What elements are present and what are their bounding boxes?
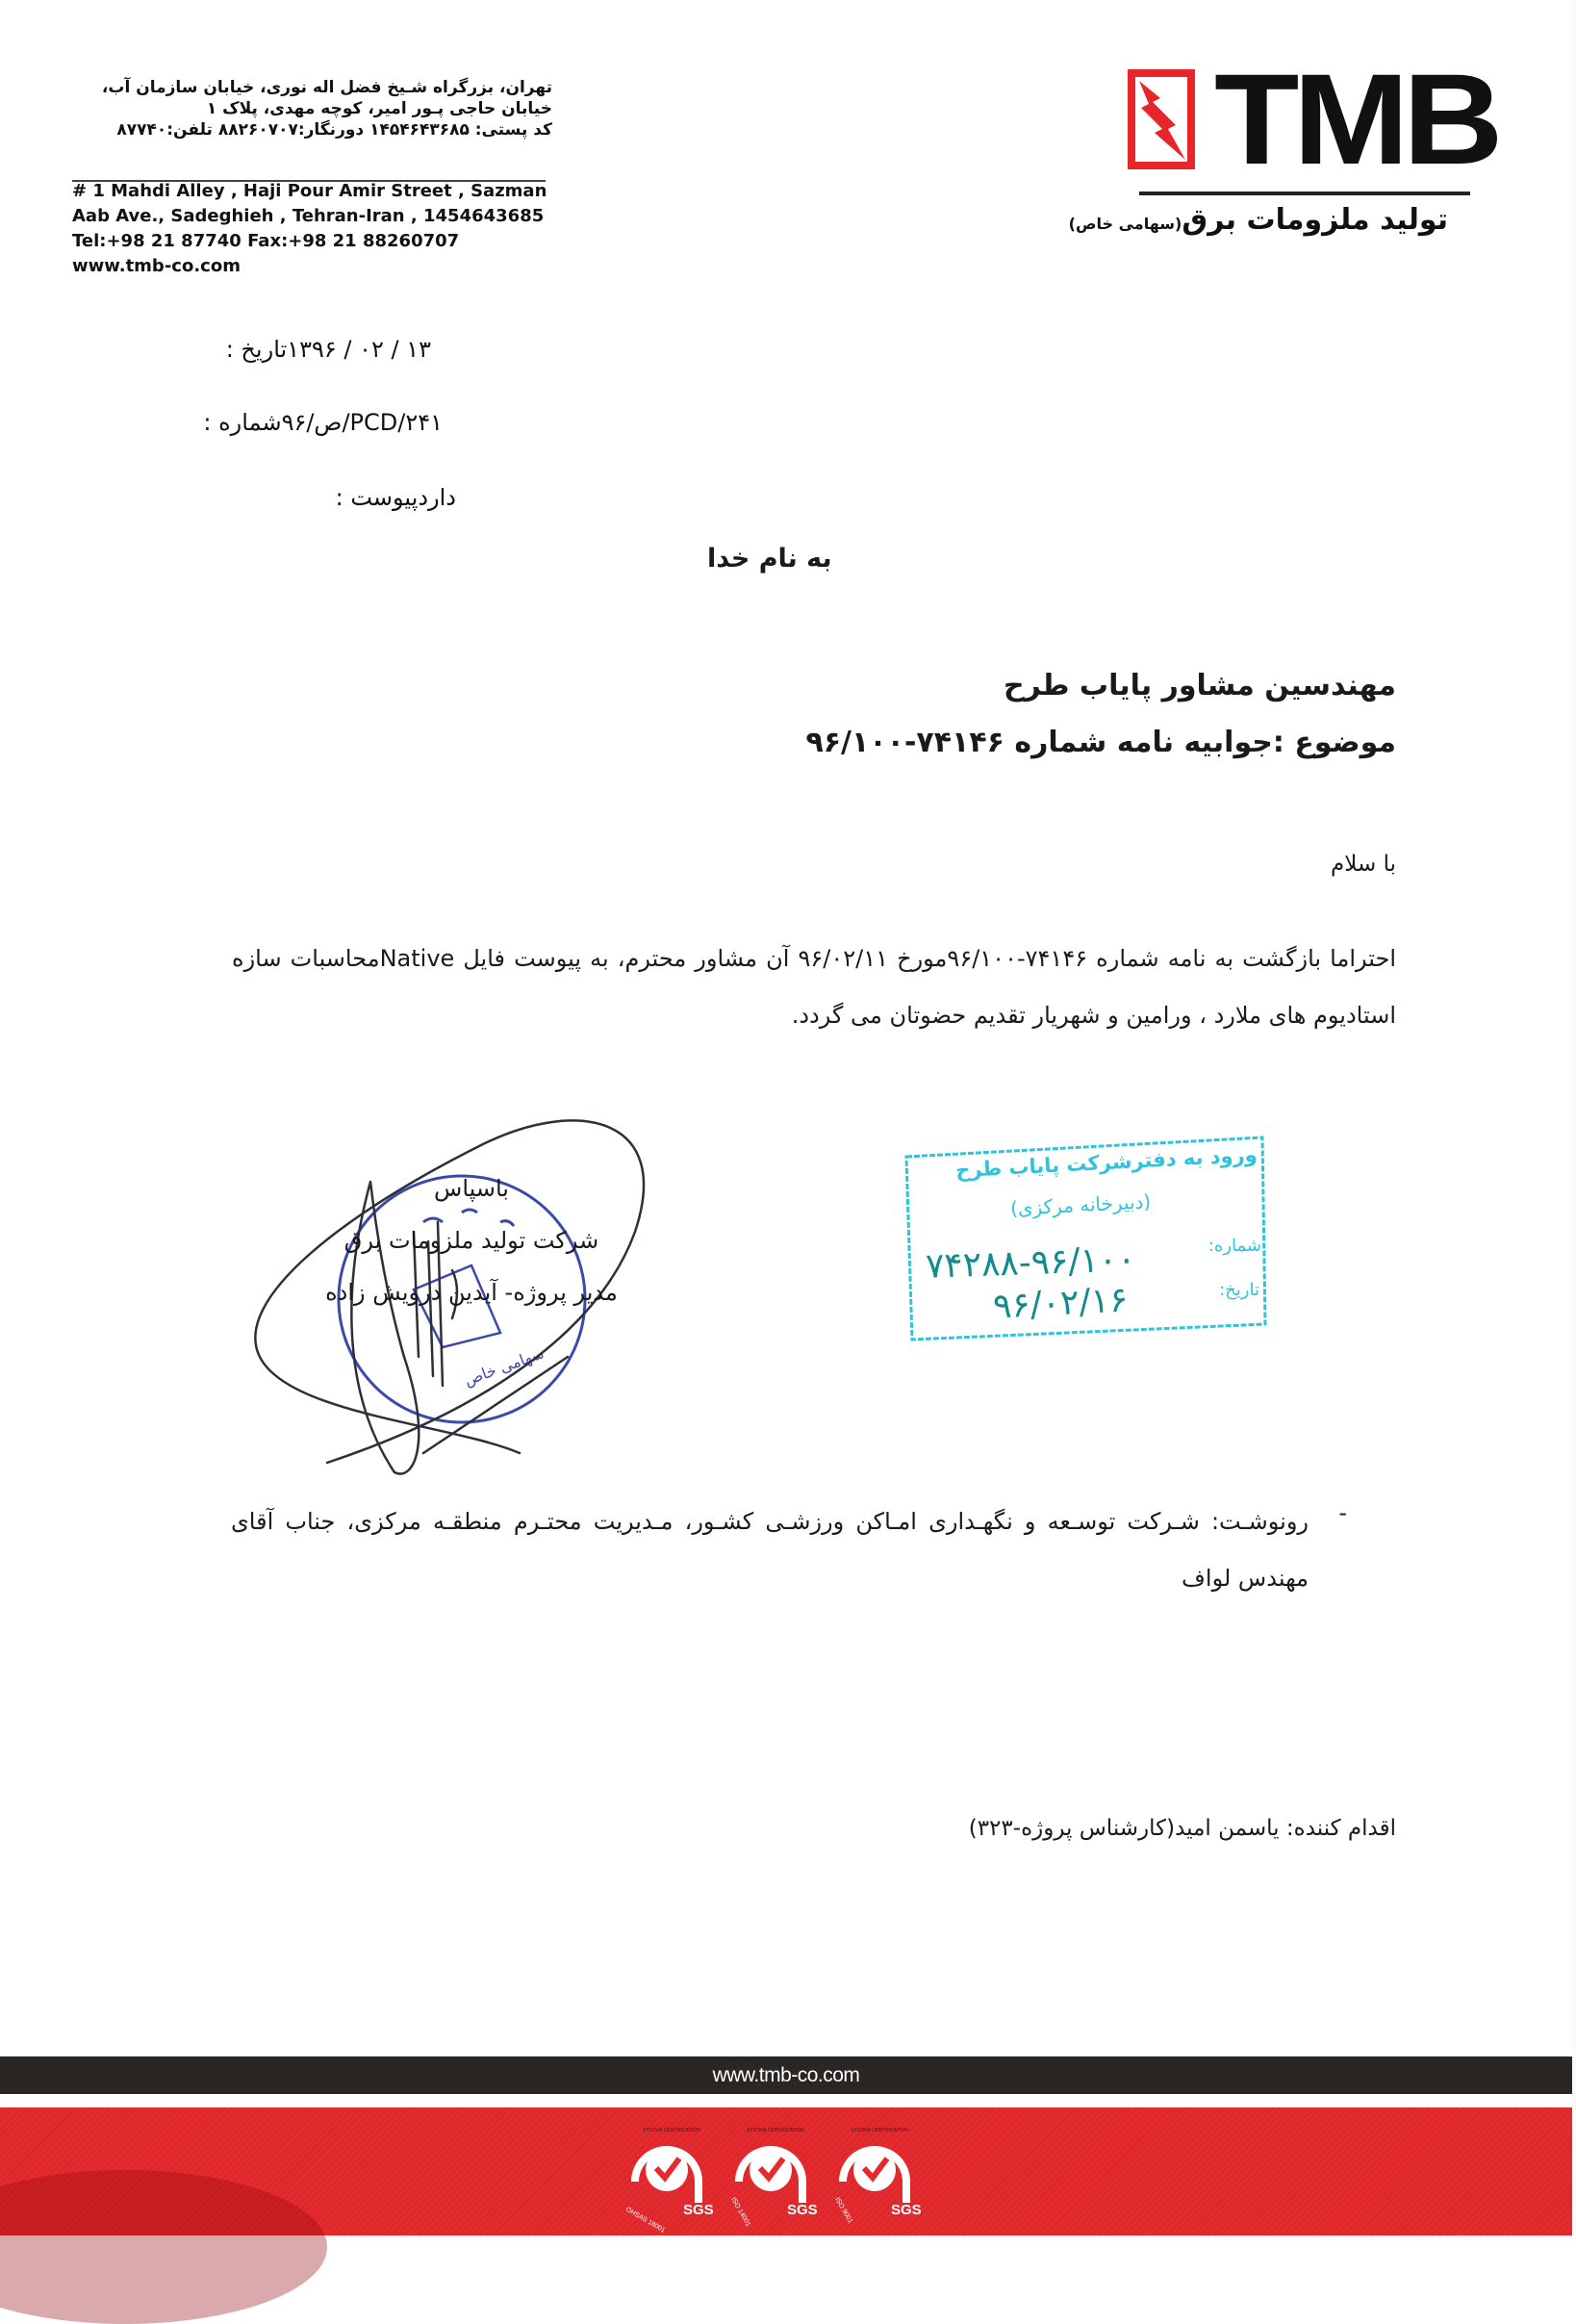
date-label: تاریخ :	[225, 336, 288, 363]
cc-bullet: -	[1338, 1499, 1347, 1526]
address-en-line: # 1 Mahdi Alley , Haji Pour Amir Street , Sazman	[72, 181, 547, 201]
svg-text:SGS: SGS	[891, 2202, 922, 2218]
number-label: شماره :	[203, 409, 282, 436]
meta-attachment	[336, 481, 481, 514]
bismillah: به نام خدا	[707, 544, 832, 574]
address-fa-line: تهران، بزرگراه شـیخ فضل اله نوری، خیابان سازمان آب،	[101, 78, 552, 97]
certification-icon	[727, 2122, 818, 2228]
certification-icon	[831, 2122, 922, 2225]
svg-text:ISO 14001: ISO 14001	[729, 2196, 752, 2228]
svg-text:SGS: SGS	[787, 2202, 818, 2218]
logo-wordmark: TMB	[1214, 48, 1498, 192]
svg-text:SYSTEM CERTIFICATION: SYSTEM CERTIFICATION	[851, 2128, 908, 2133]
svg-text:SYSTEM CERTIFICATION: SYSTEM CERTIFICATION	[643, 2128, 700, 2133]
meta-date	[226, 333, 456, 366]
company-name-fa: تولید ملزومات برق	[1182, 203, 1448, 237]
actor: اقدام کننده: یاسمن امید(کارشناس پروژه-۳۲۳)	[968, 1816, 1396, 1841]
greeting: با سلام	[1331, 852, 1396, 877]
lightning-bolt-icon	[1135, 77, 1187, 162]
cert-badge-iso14001	[727, 2122, 818, 2228]
address-en-line: Aab Ave., Sadeghieh , Tehran-Iran , 1454643685	[72, 206, 545, 226]
svg-text:سهامی خاص: سهامی خاص	[461, 1343, 547, 1390]
stamp-date-label: تاریخ:	[1219, 1280, 1259, 1300]
logo-divider	[1139, 192, 1470, 195]
svg-text:SYSTEM CERTIFICATION: SYSTEM CERTIFICATION	[747, 2128, 804, 2133]
address-en	[72, 179, 547, 279]
stamp-date-value: ۹۶/۰۲/۱۶	[992, 1280, 1130, 1327]
address-fa	[52, 77, 552, 140]
received-stamp	[904, 1136, 1265, 1342]
closing: باسپاس	[434, 1175, 509, 1202]
date-value: ۱۳ / ۰۲ / ۱۳۹۶	[287, 336, 431, 363]
signer-title: مدیر پروژه- آیدین درویش زاده	[325, 1279, 618, 1306]
stamp-number-value: ۷۴۲۸۸-۹۶/۱۰۰	[925, 1239, 1137, 1287]
attachment-label: پیوست :	[335, 484, 419, 511]
addressee: مهندسین مشاور پایاب طرح	[1003, 669, 1396, 702]
subject: موضوع :جوابیه نامه شماره ۷۴۱۴۶-۹۶/۱۰۰	[805, 726, 1396, 759]
number-value: PCD/۲۴۱/ص/۹۶	[281, 409, 443, 436]
page-edge	[1572, 0, 1576, 2235]
meta-number	[203, 406, 468, 439]
stamp-number-label: شماره:	[1207, 1236, 1261, 1256]
svg-text:OHSAS 18001: OHSAS 18001	[624, 2206, 667, 2235]
footer-website-link[interactable]: www.tmb-co.com	[712, 2064, 860, 2086]
stamp-title: ورود به دفترشرکت پایاب طرح	[954, 1142, 1258, 1183]
body-paragraph: احتراما بازگشت به نامه شماره ۷۴۱۴۶-۹۶/۱۰۰مورخ ۹۶/۰۲/۱۱ آن مشاور محترم، به پیوست فایل Nativeمحاسبات سازه استادیوم های ملارد ، ورامین و شهریار تقدیم حضوتان می گردد.	[232, 945, 1396, 1029]
company-name	[1069, 198, 1448, 246]
address-fa-line: کد پستی: ۱۴۵۴۶۴۳۶۸۵ دورنگار:۸۸۲۶۰۷۰۷ تلفن:۸۷۷۴۰	[116, 120, 552, 140]
attachment-value: دارد	[418, 484, 456, 511]
stamp-subtitle: (دبیرخانه مرکزی)	[1009, 1189, 1152, 1220]
company-type: (سهامی خاص)	[1068, 215, 1182, 233]
website-link[interactable]: www.tmb-co.com	[72, 256, 241, 276]
signer-company: شرکت تولید ملزومات برق	[343, 1227, 599, 1254]
cc-text: رونوشـت: شـرکت توسـعه و نگهـداری امـاکن ورزشـی کشـور، مـدیریت محتـرم منطقـه مرکزی، جناب آقای مهندس لواف	[231, 1508, 1309, 1592]
signature-block	[289, 1162, 654, 1318]
cert-badge-iso9001	[831, 2122, 922, 2225]
svg-text:ISO 9001: ISO 9001	[833, 2196, 854, 2225]
svg-text:SGS: SGS	[683, 2202, 714, 2218]
cert-badge-ohsas	[623, 2122, 714, 2235]
address-fa-line: خیابان حاجی پـور امیر، کوچه مهدی، پلاک ۱	[206, 99, 552, 118]
certification-icon	[623, 2122, 714, 2235]
logo-mark	[1128, 69, 1195, 169]
address-en-line: Tel:+98 21 87740 Fax:+98 21 88260707	[72, 231, 460, 251]
